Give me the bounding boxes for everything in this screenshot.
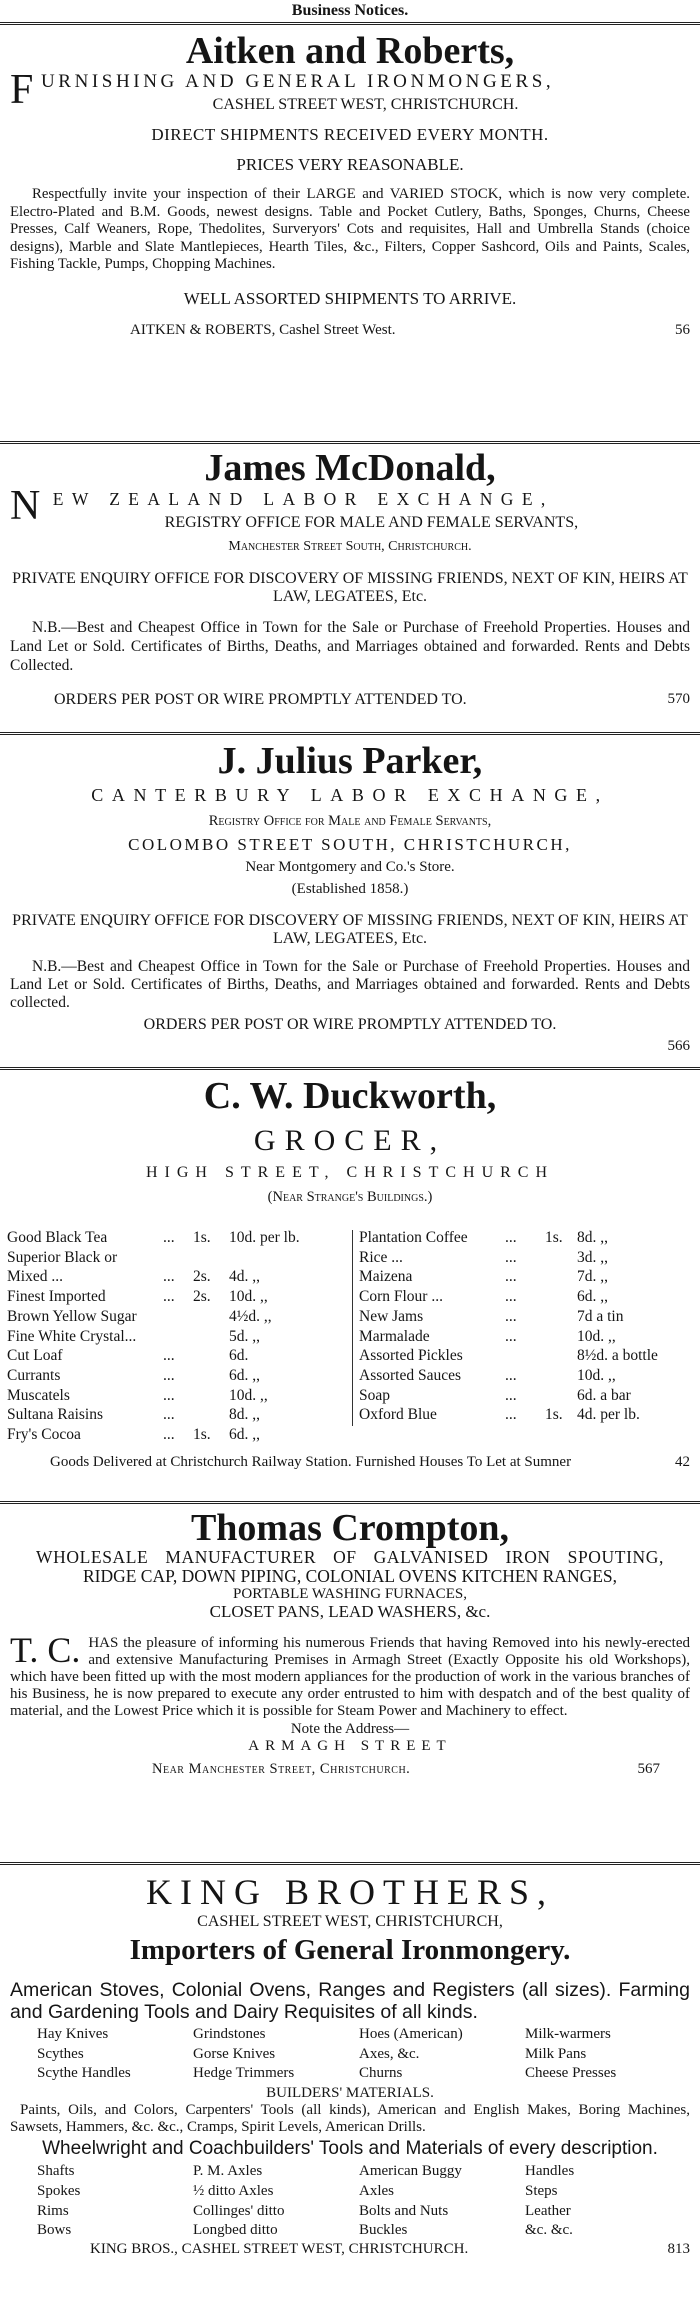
price-right-cell: Assorted Sauces	[359, 1366, 462, 1384]
price-right-cell: Rice ...	[359, 1248, 403, 1266]
ad-footer	[10, 1454, 690, 1471]
coach-cell: Bows	[37, 2222, 72, 2239]
price-left-row	[4, 1405, 342, 1425]
column-divider	[352, 1230, 353, 1426]
price-table-left	[4, 1228, 342, 1445]
price-right-row	[356, 1228, 690, 1248]
prices-line: PRICES VERY REASONABLE.	[236, 155, 464, 174]
price-right-cell	[542, 1327, 574, 1347]
private-enquiry: PRIVATE ENQUIRY OFFICE FOR DISCOVERY OF MISSING FRIENDS, NEXT OF KIN, HEIRS AT LAW, LEGATEES, Etc.	[12, 570, 688, 605]
price-right-cell: Soap	[359, 1386, 390, 1404]
ad-address: COLOMBO STREET SOUTH, CHRISTCHURCH,	[128, 835, 572, 854]
registry-line: REGISTRY OFFICE FOR MALE AND FEMALE SERVANTS,	[164, 514, 579, 531]
ad-address: HIGH STREET, CHRISTCHURCH	[145, 1164, 555, 1181]
price-left-cell: 1s.	[193, 1426, 211, 1444]
price-left-cell: ...	[163, 1268, 175, 1286]
established-line: (Established 1858.)	[291, 881, 409, 897]
price-left-cell: 8d. ,,	[229, 1406, 260, 1424]
ad-title: KING BROTHERS,	[145, 1872, 554, 1912]
price-right-cell: Corn Flour ...	[359, 1288, 443, 1306]
divider	[0, 441, 700, 444]
price-table-right	[356, 1228, 690, 1425]
coach-cell: Shafts	[37, 2163, 75, 2180]
price-right-row	[356, 1386, 690, 1406]
coach-cell: Bolts and Nuts	[359, 2202, 449, 2219]
price-right-cell: ...	[505, 1307, 517, 1325]
price-right-cell: New Jams	[359, 1307, 424, 1325]
coach-cell: Handles	[525, 2163, 575, 2180]
tools-row	[34, 2025, 678, 2045]
price-right-cell: Assorted Pickles	[359, 1347, 463, 1365]
price-left-row	[4, 1425, 342, 1445]
price-left-row	[4, 1267, 342, 1287]
assorted-line: WELL ASSORTED SHIPMENTS TO ARRIVE.	[183, 288, 517, 308]
tools-cell: Churns	[359, 2065, 403, 2082]
price-right-cell: ...	[505, 1248, 517, 1266]
price-left-cell	[160, 1248, 190, 1268]
price-right-cell	[542, 1386, 574, 1406]
price-left-cell: ...	[163, 1347, 175, 1365]
price-left-cell	[160, 1307, 190, 1327]
price-left-cell: Muscatels	[7, 1386, 70, 1404]
ad-number: 567	[637, 1761, 660, 1777]
intro-text: American Stoves, Colonial Ovens, Ranges and Registers (all sizes). Farming and Gardening Tools and Dairy Requisites of all kinds.	[10, 1979, 690, 2023]
price-left-cell: ...	[163, 1386, 175, 1404]
price-right-cell	[542, 1366, 574, 1386]
near-line: Near Montgomery and Co.'s Store.	[245, 859, 455, 875]
price-left-cell: ...	[163, 1406, 175, 1424]
coach-row	[34, 2162, 678, 2182]
price-left-cell: 5d. ,,	[229, 1327, 260, 1345]
tools-cell: Scythe Handles	[37, 2065, 131, 2082]
price-left-cell: 10d. ,,	[229, 1288, 268, 1306]
ad-number: 42	[675, 1454, 690, 1470]
tools-cell: Grindstones	[193, 2026, 266, 2042]
tools-cell: Gorse Knives	[193, 2045, 276, 2062]
price-right-cell: 8d. ,,	[577, 1229, 608, 1246]
ad-james-mcdonald	[0, 448, 700, 728]
coach-cell: &c. &c.	[525, 2222, 573, 2239]
price-right-cell: 10d. ,,	[577, 1366, 616, 1384]
price-left-cell	[160, 1327, 190, 1347]
price-left-cell	[190, 1405, 226, 1425]
orders-line: ORDERS PER POST OR WIRE PROMPTLY ATTENDED TO.	[143, 1016, 557, 1033]
price-right-cell: ...	[505, 1366, 517, 1384]
ad-number: 566	[667, 1038, 690, 1054]
price-left-cell: 1s.	[193, 1229, 211, 1246]
price-left-cell	[226, 1248, 342, 1268]
ad-footer	[10, 691, 690, 709]
price-right-row	[356, 1346, 690, 1366]
private-enquiry: PRIVATE ENQUIRY OFFICE FOR DISCOVERY OF MISSING FRIENDS, NEXT OF KIN, HEIRS AT LAW, LEGATEES, Etc.	[12, 912, 688, 947]
price-left-cell: 4½d. ,,	[229, 1307, 272, 1325]
drop-cap: T. C.	[10, 1630, 81, 1670]
price-left-cell: 6d.	[229, 1347, 249, 1365]
drop-cap: N	[10, 483, 49, 529]
divider	[0, 732, 700, 735]
price-left-cell: ...	[163, 1426, 175, 1444]
ad-subtitle: CANTERBURY LABOR EXCHANGE,	[91, 785, 609, 805]
price-right-cell: ...	[505, 1386, 517, 1404]
coach-row	[34, 2202, 678, 2222]
orders-line: ORDERS PER POST OR WIRE PROMPTLY ATTENDED TO.	[54, 691, 467, 708]
coach-cell: Longbed ditto	[193, 2222, 278, 2239]
price-right-row	[356, 1267, 690, 1287]
price-left-cell	[190, 1386, 226, 1406]
price-left-row	[4, 1346, 342, 1366]
price-left-row	[4, 1287, 342, 1307]
nb-paragraph: N.B.—Best and Cheapest Office in Town for the Sale or Purchase of Freehold Properties. Houses and Land Let or Sold. Certificates of Births, Deaths, and Marriages obtained and forwarded. Rents and Debts Collected.	[10, 619, 690, 674]
price-left-cell	[190, 1248, 226, 1268]
coach-cell: Axles	[359, 2182, 394, 2199]
subtitle-text: EW ZEALAND LABOR EXCHANGE,	[52, 489, 554, 509]
ad-title: J. Julius Parker,	[217, 740, 483, 782]
footer-text: AITKEN & ROBERTS, Cashel Street West.	[130, 321, 396, 338]
coach-cell: Rims	[37, 2202, 69, 2219]
ad-subtitle: GROCER,	[253, 1124, 447, 1157]
price-left-row	[4, 1386, 342, 1406]
ad-number: 570	[667, 691, 690, 707]
price-right-row	[356, 1366, 690, 1386]
price-left-cell: ...	[163, 1229, 175, 1246]
price-right-cell: 8½d. a bottle	[577, 1347, 658, 1365]
ad-title: Aitken and Roberts,	[185, 30, 515, 72]
tools-cell: Cheese Presses	[525, 2065, 617, 2082]
price-right-row	[356, 1405, 690, 1425]
ad-title: Thomas Crompton,	[190, 1507, 510, 1549]
coach-cell: P. M. Axles	[193, 2163, 263, 2180]
products-line: RIDGE CAP, DOWN PIPING, COLONIAL OVENS KITCHEN RANGES,	[82, 1566, 618, 1586]
ad-title: C. W. Duckworth,	[203, 1075, 497, 1117]
footer-text: Goods Delivered at Christchurch Railway Station. Furnished Houses To Let at Sumner	[50, 1454, 572, 1470]
price-left-cell: 4d. ,,	[229, 1268, 260, 1286]
tools-grid	[34, 2025, 678, 2084]
ad-footer	[10, 2241, 690, 2258]
closet-line: CLOSET PANS, LEAD WASHERS, &c.	[209, 1602, 491, 1621]
price-left-cell: 10d. ,,	[229, 1386, 268, 1404]
price-right-cell: ...	[505, 1229, 517, 1246]
subtitle-text: URNISHING AND GENERAL IRONMONGERS,	[40, 71, 555, 92]
price-right-cell	[542, 1267, 574, 1287]
price-left-row	[4, 1366, 342, 1386]
tools-row	[34, 2045, 678, 2065]
ad-address: CASHEL STREET WEST, CHRISTCHURCH.	[212, 96, 519, 113]
price-left-row	[4, 1327, 342, 1347]
price-right-cell	[542, 1287, 574, 1307]
price-left-cell: Finest Imported	[7, 1288, 106, 1306]
paints-text: Paints, Oils, and Colors, Carpenters' Tools (all kinds), American and English Makes, Boring Machines, Sawsets, Hammers, &c. &c., Cramps, Spirit Levels, American Drills.	[10, 2102, 690, 2136]
builders-heading: BUILDERS' MATERIALS.	[266, 2085, 434, 2102]
price-right-cell: Plantation Coffee	[359, 1229, 468, 1246]
registry-line: Registry Office for Male and Female Servants,	[208, 813, 492, 829]
ad-duckworth	[0, 1076, 700, 1497]
price-right-cell: Oxford Blue	[359, 1406, 437, 1424]
shipments-line: DIRECT SHIPMENTS RECEIVED EVERY MONTH.	[151, 125, 549, 144]
tools-cell: Hay Knives	[37, 2026, 109, 2042]
price-right-cell: 1s.	[545, 1229, 563, 1246]
ad-thomas-crompton	[0, 1508, 700, 1858]
ad-king-brothers	[0, 1873, 700, 2323]
importers-line: Importers of General Ironmongery.	[129, 1934, 571, 1966]
footer-text: KING BROS., CASHEL STREET WEST, CHRISTCHURCH.	[90, 2240, 469, 2257]
ad-aitken-roberts	[0, 31, 700, 437]
manufacturer-line: WHOLESALE MANUFACTURER OF GALVANISED IRON SPOUTING,	[36, 1547, 664, 1567]
coach-row	[34, 2182, 678, 2202]
divider	[0, 1501, 700, 1504]
price-right-cell: 1s.	[545, 1406, 563, 1424]
near-line: (Near Strange's Buildings.)	[267, 1189, 433, 1205]
furnaces-line: PORTABLE WASHING FURNACES,	[233, 1586, 467, 1602]
ad-julius-parker	[0, 741, 700, 1063]
price-left-cell: ...	[163, 1288, 175, 1306]
divider	[0, 1067, 700, 1070]
price-right-cell: 10d. ,,	[577, 1327, 616, 1345]
price-right-row	[356, 1307, 690, 1327]
tools-cell: Milk-warmers	[525, 2026, 611, 2042]
price-left-cell: 6d. ,,	[229, 1366, 260, 1384]
price-right-cell: 4d. per lb.	[577, 1406, 640, 1424]
divider	[0, 22, 700, 25]
price-left-cell: Currants	[7, 1366, 61, 1384]
price-right-row	[356, 1287, 690, 1307]
price-left-cell	[190, 1307, 226, 1327]
price-right-cell: 7d. ,,	[577, 1268, 608, 1286]
ad-body: Respectfully invite your inspection of their LARGE and VARIED STOCK, which is now very complete. Electro-Plated and B.M. Goods, newest designs. Table and Pocket Cutlery, Baths, Sponges, Churns, Cheese Presses, Calf Weaners, Rope, Thedolites, Surveryors' Cots and requisites, Hall and Umbrella Stands (choice designs), Marble and Slate Mantlepieces, Hearth Tiles, &c., Filters, Copper Sashcord, Oils and Paints, Scales, Fishing Tackle, Pumps, Chopping Machines.	[10, 186, 690, 272]
price-right-row	[356, 1248, 690, 1268]
divider	[0, 1862, 700, 1865]
price-left-cell	[190, 1346, 226, 1366]
tools-cell: Hoes (American)	[359, 2026, 463, 2042]
price-left-row	[4, 1307, 342, 1327]
price-left-cell: Superior Black or	[7, 1248, 118, 1266]
price-left-row	[4, 1228, 342, 1248]
coach-cell: Collinges' ditto	[193, 2202, 285, 2219]
coach-cell: Leather	[525, 2202, 571, 2219]
price-list	[7, 1228, 690, 1454]
ad-number: 813	[667, 2240, 690, 2257]
price-left-cell	[190, 1327, 226, 1347]
price-right-cell: 3d. ,,	[577, 1248, 608, 1266]
price-left-cell	[190, 1366, 226, 1386]
ad-title: James McDonald,	[204, 447, 496, 489]
wheelwright-text: Wheelwright and Coachbuilders' Tools and Materials of every description.	[42, 2138, 658, 2160]
price-right-cell	[542, 1346, 574, 1366]
ad-body	[10, 1630, 690, 1720]
price-right-cell: ...	[505, 1327, 517, 1345]
price-right-cell: Maizena	[359, 1268, 413, 1286]
price-left-cell: 2s.	[193, 1288, 211, 1306]
price-left-cell: Brown Yellow Sugar	[7, 1307, 137, 1325]
tools-cell: Milk Pans	[525, 2045, 587, 2062]
ad-address: CASHEL STREET WEST, CHRISTCHURCH,	[197, 1913, 503, 1930]
ad-number: 56	[675, 321, 690, 338]
price-right-row	[356, 1327, 690, 1347]
price-right-cell	[542, 1248, 574, 1268]
price-right-cell: 6d. a bar	[577, 1386, 631, 1404]
price-left-cell: 10d. per lb.	[229, 1229, 300, 1246]
street-line: ARMAGH STREET	[248, 1738, 452, 1754]
coach-cell: Buckles	[359, 2222, 408, 2239]
tools-cell: Axes, &c.	[359, 2045, 420, 2062]
coach-grid	[34, 2162, 678, 2241]
price-left-cell: Fry's Cocoa	[7, 1426, 81, 1444]
price-right-cell: Marmalade	[359, 1327, 430, 1345]
near-line: Near Manchester Street, Christchurch.	[152, 1761, 411, 1777]
price-left-row	[4, 1248, 342, 1268]
coach-cell: ½ ditto Axles	[193, 2182, 274, 2199]
note-address: Note the Address—	[290, 1721, 410, 1737]
price-left-cell: Good Black Tea	[7, 1229, 108, 1246]
price-left-cell: ...	[163, 1366, 175, 1384]
price-left-cell: Mixed ...	[7, 1268, 63, 1286]
price-left-cell: 6d. ,,	[229, 1426, 260, 1444]
price-right-cell: 7d a tin	[577, 1307, 624, 1325]
tools-cell: Hedge Trimmers	[193, 2065, 295, 2082]
price-left-cell: Cut Loaf	[7, 1347, 63, 1365]
price-right-cell: 6d. ,,	[577, 1288, 608, 1306]
drop-cap: F	[10, 67, 37, 113]
coach-cell: Spokes	[37, 2182, 81, 2199]
page-header: Business Notices.	[291, 2, 409, 19]
price-left-cell: Fine White Crystal...	[7, 1327, 137, 1345]
price-left-cell: 2s.	[193, 1268, 211, 1286]
coach-cell: American Buggy	[359, 2163, 462, 2180]
ad-footer	[10, 322, 690, 339]
price-right-cell: ...	[505, 1288, 517, 1306]
ad-address: Manchester Street South, Christchurch.	[228, 539, 472, 554]
coach-row	[34, 2221, 678, 2241]
price-left-cell: Sultana Raisins	[7, 1406, 104, 1424]
ad-footer	[10, 1761, 690, 1778]
price-right-cell: ...	[505, 1268, 517, 1286]
price-right-cell	[542, 1307, 574, 1327]
body-text: HAS the pleasure of informing his numerous Friends that having Removed into his newly-erected and extensive Manufacturing Premises in Armagh Street (Exactly Opposite his old Workshops), which have been fitted up with the most modern appliances for the production of work in the various branches of his Business, he is now prepared to execute any order entrusted to him with despatch and of the best quality of material, and the Lowest Price which it is possible for Steam Power and Machinery to effect.	[10, 1635, 690, 1719]
tools-row	[34, 2064, 678, 2084]
tools-cell: Scythes	[37, 2045, 84, 2062]
nb-paragraph: N.B.—Best and Cheapest Office in Town for the Sale or Purchase of Freehold Properties. Houses and Land Let or Sold. Certificates of Births, Deaths, and Marriages obtained and forwarded. Rents and Debts collected.	[10, 958, 690, 1011]
price-right-cell	[502, 1346, 542, 1366]
price-right-cell: ...	[505, 1406, 517, 1424]
coach-cell: Steps	[525, 2182, 558, 2199]
